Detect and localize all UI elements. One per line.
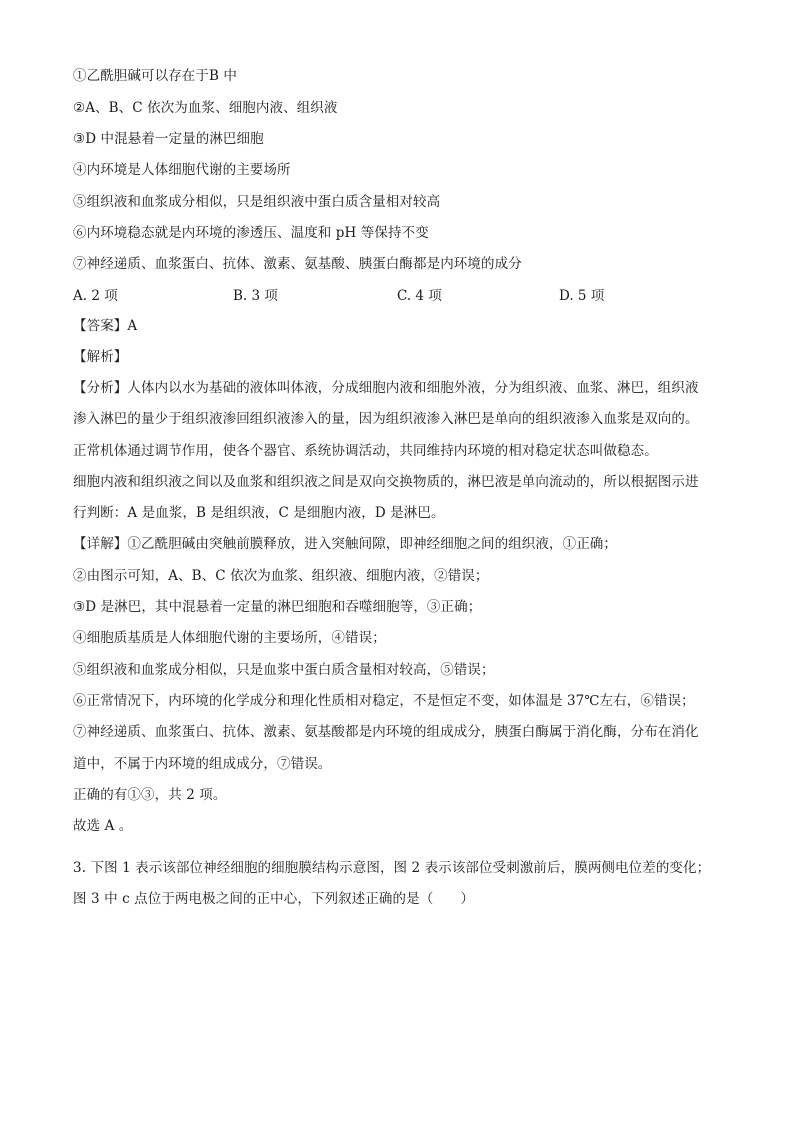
question-3-line-2: 图 3 中 c 点位于两电极之间的正中心，下列叙述正确的是（ ） [73, 891, 475, 907]
statement-4: ④内环境是人体细胞代谢的主要场所 [73, 162, 291, 178]
question-3-line-1: 3. 下图 1 表示该部位神经细胞的细胞膜结构示意图，图 2 表示该部位受刺激前后，膜两侧电位差的变化； [73, 860, 711, 876]
statement-7: ⑦神经递质、血浆蛋白、抗体、激素、氨基酸、胰蛋白酶都是内环境的成分 [73, 256, 522, 272]
detail-line-4: ④细胞质基质是人体细胞代谢的主要场所，④错误； [73, 630, 386, 646]
analysis-line-1: 【分析】人体内以水为基础的液体叫体液，分成细胞内液和细胞外液，分为组织液、血浆、淋巴，组织液 [73, 380, 699, 396]
detail-line-2: ②由图示可知，A、B、C 依次为血浆、组织液、细胞内液，②错误； [73, 568, 489, 584]
detail-line-7: ⑦神经递质、血浆蛋白、抗体、激素、氨基酸都是内环境的组成成分，胰蛋白酶属于消化酶，分布在消化 [73, 724, 699, 740]
statement-3: ③D 中混悬着一定量的淋巴细胞 [73, 131, 264, 147]
detail-line-8: 道中，不属于内环境的组成成分，⑦错误。 [73, 756, 332, 772]
analysis-line-3: 正常机体通过调节作用，使各个器官、系统协调活动，共同维持内环境的相对稳定状态叫做稳态。 [73, 443, 658, 459]
detail-line-6: ⑥正常情况下，内环境的化学成分和理化性质相对稳定，不是恒定不变，如体温是 37℃左右，⑥错误； [73, 693, 695, 709]
statement-5: ⑤组织液和血浆成分相似，只是组织液中蛋白质含量相对较高 [73, 194, 441, 210]
answer-line: 【答案】A [73, 318, 138, 334]
analysis-line-5: 行判断：A 是血浆，B 是组织液，C 是细胞内液，D 是淋巴。 [73, 505, 445, 521]
detail-line-1: 【详解】①乙酰胆碱由突触前膜释放，进入突触间隙，即神经细胞之间的组织液，①正确； [73, 536, 617, 552]
detail-line-9: 正确的有①③，共 2 项。 [73, 787, 227, 803]
detail-line-3: ③D 是淋巴，其中混悬着一定量的淋巴细胞和吞噬细胞等，③正确； [73, 599, 482, 615]
choice-b: B. 3 项 [233, 288, 278, 304]
answer-choices [73, 286, 733, 306]
statement-1: ①乙酰胆碱可以存在于B 中 [73, 68, 238, 84]
analysis-line-2: 渗入淋巴的量少于组织液渗回组织液渗入的量，因为组织液渗入淋巴是单向的组织液渗入血浆是双向的。 [73, 411, 699, 427]
analysis-line-4: 细胞内液和组织液之间以及血浆和组织液之间是双向交换物质的，淋巴液是单向流动的，所以根据图示进 [73, 474, 699, 490]
choice-d: D. 5 项 [559, 288, 605, 304]
detail-line-5: ⑤组织液和血浆成分相似，只是血浆中蛋白质含量相对较高，⑤错误； [73, 662, 495, 678]
choice-a: A. 2 项 [73, 288, 118, 304]
choice-c: C. 4 项 [397, 288, 442, 304]
statement-6: ⑥内环境稳态就是内环境的渗透压、温度和 pH 等保持不变 [73, 225, 429, 241]
statement-2: ②A、B、C 依次为血浆、细胞内液、组织液 [73, 100, 338, 116]
analysis-title: 【解析】 [73, 349, 128, 365]
detail-line-10: 故选 A 。 [73, 818, 133, 834]
